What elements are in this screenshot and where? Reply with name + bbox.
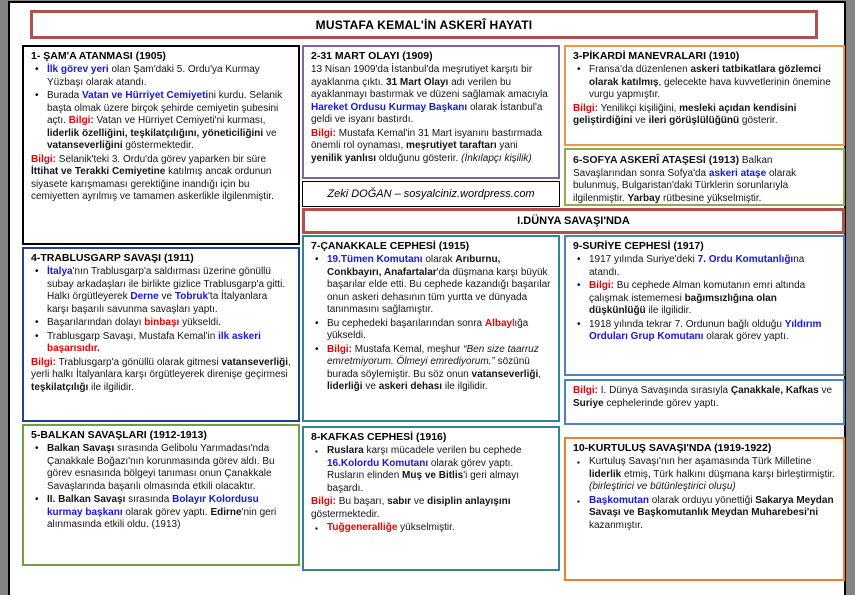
bullet-list [311, 522, 551, 535]
box-title: 3-PİKARDİ MANEVRALARI (1910) [573, 50, 740, 62]
bullet-item: • Bu cephedeki başarılarından sonra Albaylığa yükseldi. [311, 318, 551, 343]
bullet-list [31, 266, 291, 356]
page-title: MUSTAFA KEMAL'İN ASKERÎ HAYATI [30, 10, 818, 39]
bullet-item: ▪ Tuğgeneralliğe yükselmiştir. [311, 522, 551, 535]
box-title: 2-31 MART OLAYI (1909) [311, 50, 433, 62]
bilgi-paragraph: Bilgi: Trablusgarp'a gönüllü olarak gitmesi vatanseverliği, yerli halkı İtalyanlara karşı örgütleyerek direnişe geçirmesi teşkilatçılığı ile ilgilidir. [31, 356, 291, 393]
bullet-list [573, 456, 836, 532]
box-suriye-cephesi [564, 235, 845, 376]
paragraph: 6-SOFYA ASKERÎ ATAŞESİ (1913) Balkan Savaşlarından sonra Sofya'da askeri ataşe olarak bulunmuş, Bulgaristan'daki Türklerin sorunlarıyla ilgilenmiştir. Yarbay rütbesine yükselmiştir. [573, 154, 797, 204]
box-title: 10-KURTULUŞ SAVAŞI'NDA (1919-1922) [573, 442, 772, 454]
bullet-item: • Bilgi: Bu cephede Alman komutanın emri altında çalışmak istememesi bağımsızlığına olan düşkünlüğü ile ilgilidir. [573, 280, 836, 318]
bilgi-paragraph: Bilgi: Yenilikçi kişiliğini, mesleki açıdan kendisini geliştirdiğini ve ileri görüşlülüğünü gösterir. [573, 102, 797, 126]
paragraph: 13 Nisan 1909'da İstanbul'da meşrutiyet karşıtı bir ayaklanma çıktı. 31 Mart Olayı adı verilen bu ayaklanmayı bastırmak ve düzeni sağlamak amacıyla Hareket Ordusu Kurmay Başkanı olarak İstanbul'a geldi ve isyanı bastırdı. [311, 64, 548, 125]
box-title: 8-KAFKAS CEPHESİ (1916) [311, 431, 447, 443]
bullet-item: • Balkan Savaşı sırasında Gelibolu Yarımadası'nda Çanakkale Boğazı'nın korunmasında görev aldı. Bu görev esnasında bölgeyi tanıması onun Çanakkale Savaşlarında başarılı olmasında etkili olacaktır. [31, 443, 291, 493]
bullet-item: • 1917 yılında Suriye'deki 7. Ordu Komutanlığına atandı. [573, 254, 836, 279]
box-title: 4-TRABLUSGARP SAVAŞI (1911) [31, 252, 194, 264]
bullet-item: ▪ Başkomutan olarak orduyu yönettiği Sakarya Meydan Savaşı ve Başkomutanlık Meydan Muharebesi'ni kazanmıştır. [573, 495, 836, 533]
box-kurtulus-savasi [564, 437, 845, 581]
credit-box: Zeki DOĞAN – sosyalciniz.wordpress.com [302, 181, 560, 207]
bullet-item: ▪ Ruslara karşı mücadele verilen bu cephede 16.Kolordu Komutanı olarak görev yaptı. Rusların elinden Muş ve Bitlis'i geri almayı başardı. [311, 445, 551, 495]
box-title: 7-ÇANAKKALE CEPHESİ (1915) [311, 240, 470, 252]
bullet-list [573, 254, 836, 344]
bullet-list [573, 64, 836, 102]
box-title: 5-BALKAN SAVAŞLARI (1912-1913) [31, 429, 207, 441]
bullet-item: • Trablusgarp Savaşı, Mustafa Kemal'in ilk askeri başarısıdır. [31, 331, 291, 356]
bullet-item: • II. Balkan Savaşı sırasında Bolayır Kolordusu kurmay başkanı olarak görev yaptı. Edirne'nin geri alınmasında etkili oldu. (1913) [31, 494, 291, 532]
bullet-item: • 19.Tümen Komutanı olarak Arıburnu, Conkbayırı, Anafartalar'da düşmana karşı büyük başarılar elde etti. Bu cephede kazandığı başarılar onun askeri dehasının tüm yurtta ve dünyada tanınmasını sağlamıştır. [311, 254, 551, 317]
box-trablusgarp-savasi [22, 247, 300, 422]
bullet-list [311, 254, 551, 394]
bullet-list [31, 64, 291, 153]
bilgi-paragraph: Bilgi: Selanik'teki 3. Ordu'da görev yaparken bir süre İttihat ve Terakki Cemiyetine katılmış ancak ordunun siyasete karışmaması gerektiğine inandığı için bu cemiyetten ayrılmış ve tamamen askerlikle ilgilenmiştir. [31, 153, 274, 202]
box-balkan-savaslari [22, 424, 300, 566]
box-title: 1- ŞAM'A ATANMASI (1905) [31, 50, 166, 62]
bilgi-paragraph: Bilgi: Mustafa Kemal'in 31 Mart isyanını bastırmada önemli rol oynaması, meşrutiyet taraftarı yani yenilik yanlısı olduğunu gösterir. (İnkılapçı kişilik) [311, 127, 542, 164]
bullet-list [311, 445, 551, 495]
box-title: 9-SURİYE CEPHESİ (1917) [573, 240, 704, 252]
ww1-section-header: I.DÜNYA SAVAŞI'NDA [302, 208, 845, 234]
bullet-item: • Fransa'da düzenlenen askeri tatbikatlara gözlemci olarak katılmış, gelecekte hava kuvvetlerinin önemine vurgu yapmıştır. [573, 64, 836, 102]
bullet-item: • Burada Vatan ve Hürriyet Cemiyetini kurdu. Selanik başta olmak üzere birçok şehirde cemiyetin şubesini açtı. Bilgi: Vatan ve Hürriyet Cemiyeti'ni kurması, liderlik özelliğini, teşkilatçılığını, yöneticiliğini ve vatanseverliğini göstermektedir. [31, 90, 291, 153]
box-31-mart-olayi [302, 45, 560, 179]
box-pikardi-manevralari [564, 45, 845, 146]
bilgi-paragraph: Bilgi: Bu başarı, sabır ve disiplin anlayışını göstermektedir. [311, 496, 511, 520]
bullet-item: • İtalya'nın Trablusgarp'a saldırması üzerine gönüllü subay arkadaşları ile birlikte gizlice Trablusgarp'a gitti. Halkı örgütleyerek Derne ve Tobruk'ta İtalyanlara karşı başarılı savunma savaşları yaptı. [31, 266, 291, 316]
bullet-list [31, 443, 291, 532]
box-canakkale-cephesi [302, 235, 560, 422]
bullet-item: • Bilgi: Mustafa Kemal, meşhur “Ben size taarruz emretmiyorum. Ölmeyi emrediyorum.” sözünü burada söylemiştir. Bu söz onun vatanseverliği, liderliği ve askeri dehası ile ilgilidir. [311, 344, 551, 394]
box-sam-atanmasi [22, 45, 300, 245]
bullet-item: • İlk görev yeri olan Şam'daki 5. Ordu'ya Kurmay Yüzbaşı olarak atandı. [31, 64, 291, 89]
bullet-item: • Başarılarından dolayı binbaşı yükseldi. [31, 317, 291, 330]
box-kafkas-cephesi [302, 426, 560, 571]
bullet-item: • 1918 yılında tekrar 7. Ordunun bağlı olduğu Yıldırım Orduları Grup Komutanı olarak görev yaptı. [573, 319, 836, 344]
bullet-item: ▪ Kurtuluş Savaşı'nın her aşamasında Türk Milletine liderlik etmiş, Türk halkını düşmana karşı birleştirmiştir. (birleştirici ve bütünleştirici oluşu) [573, 456, 836, 494]
bilgi-paragraph: Bilgi: I. Dünya Savaşında sırasıyla Çanakkale, Kafkas ve Suriye cephelerinde görev yaptı. [573, 385, 833, 409]
box-sofya-ataşesi [564, 148, 845, 206]
box-ww1-bilgi [564, 379, 845, 425]
